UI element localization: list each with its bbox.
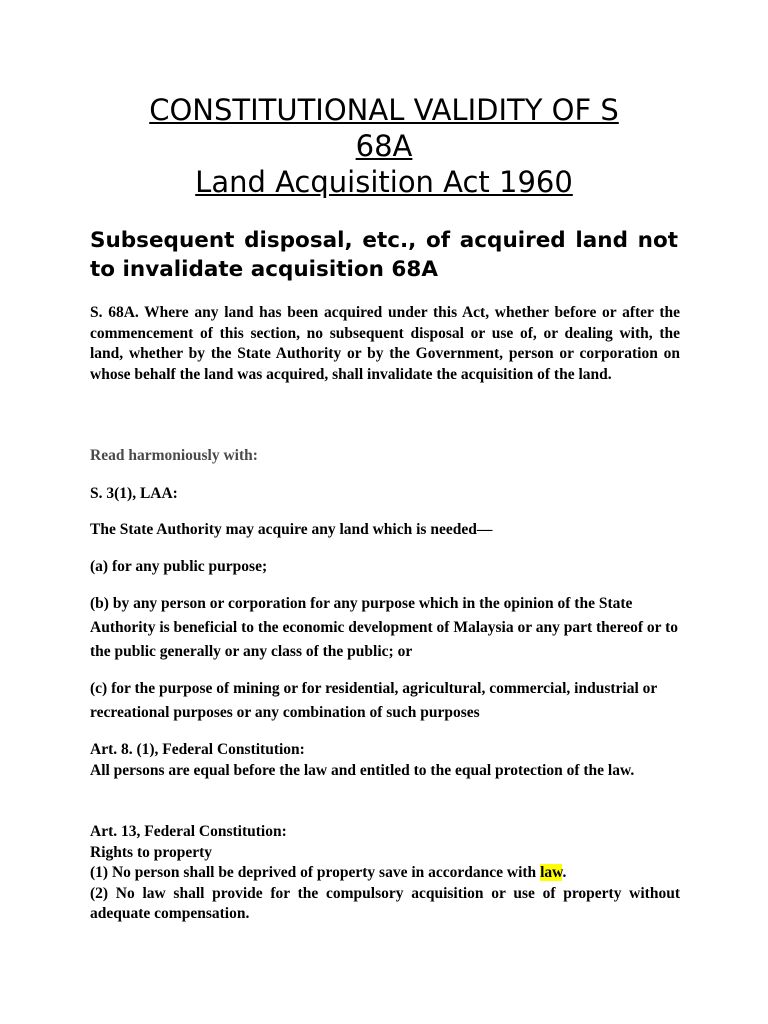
s3-intro: The State Authority may acquire any land which is needed— [90,521,493,538]
title-line-1: CONSTITUTIONAL VALIDITY OF S [149,93,619,127]
art13-item-2: (2) No law shall provide for the compulsory acquisition or use of property without adequate compensation. [90,884,680,922]
art13-item-1-end: . [562,864,567,881]
s3-heading: S. 3(1), LAA: [90,485,178,502]
art13-block [90,822,680,925]
section-68a-text: S. 68A. Where any land has been acquired under this Act, whether before or after the commencement of this section, no subsequent disposal or use of, or dealing with, the land, whether by the State Authority or by the Government, person or corporation on whose behalf the land was acquired, shall invalidate the acquisition of the land. [90,304,680,383]
art8-heading: Art. 8. (1), Federal Constitution: [90,741,305,758]
highlighted-word: law [540,864,563,881]
read-with-label: Read harmoniously with: [90,447,258,464]
art8-text: All persons are equal before the law and entitled to the equal protection of the law. [90,761,635,779]
art13-item-1-text: (1) No person shall be deprived of property save in accordance with [90,864,541,881]
title-line-2: 68A [355,129,413,163]
s3-item-c: (c) for the purpose of mining or for residential, agricultural, commercial, industrial or recreational purposes or any combination of such purposes [90,680,657,721]
s3-item-a: (a) for any public purpose; [90,558,268,575]
section-subheading: Subsequent disposal, etc., of acquired land not to invalidate acquisition 68A [90,228,678,282]
art13-subtitle: Rights to property [90,843,212,861]
document-title [90,92,678,200]
title-line-3: Land Acquisition Act 1960 [195,165,573,199]
art8-block [90,740,680,781]
art13-heading: Art. 13, Federal Constitution: [90,823,287,840]
art13-item-1 [90,863,680,884]
s3-item-b: (b) by any person or corporation for any purpose which in the opinion of the State Authority is beneficial to the economic development of Malaysia or any part thereof or to the public generally or any class of the public; or [90,595,679,660]
